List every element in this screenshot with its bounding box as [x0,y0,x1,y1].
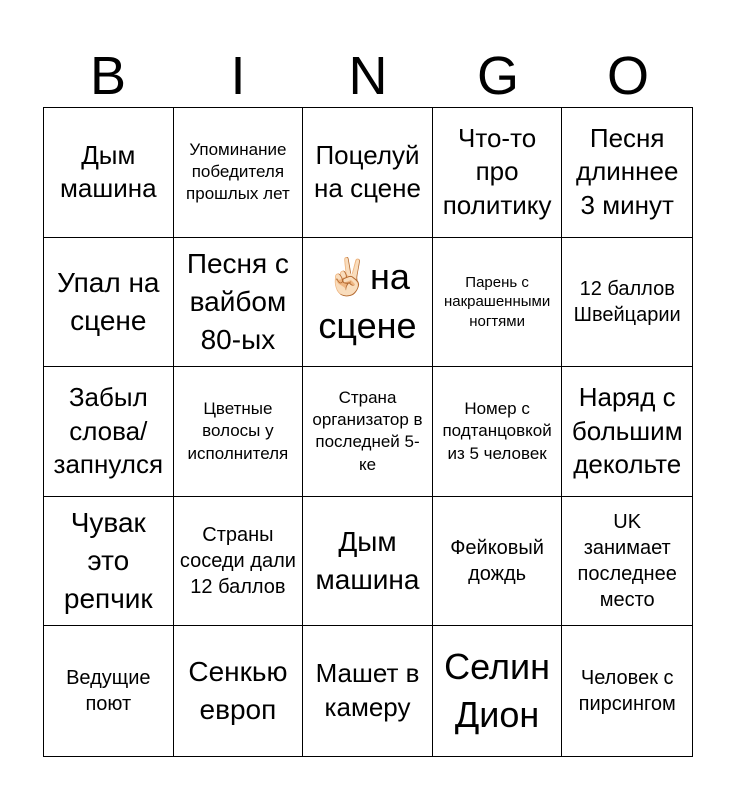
bingo-cell-r4-c5[interactable]: UK занимает последнее место [562,497,692,627]
bingo-cell-r2-c3-free[interactable]: ✌🏻на сцене [303,238,433,368]
bingo-cell-r3-c5[interactable]: Наряд с большим декольте [562,367,692,497]
bingo-cell-r2-c4[interactable]: Парень с накрашенными ногтями [433,238,563,368]
header-letter-g: G [476,46,519,106]
bingo-cell-r4-c4[interactable]: Фейковый дождь [433,497,563,627]
bingo-cell-r1-c2[interactable]: Упоминание победителя прошлых лет [174,108,304,238]
bingo-cell-r5-c2[interactable]: Сенкью европ [174,626,304,756]
bingo-cell-r1-c4[interactable]: Что-то про политику [433,108,563,238]
header-letter-o: O [606,46,649,106]
bingo-cell-r1-c3[interactable]: Поцелуй на сцене [303,108,433,238]
bingo-cell-r2-c5[interactable]: 12 баллов Швейцарии [562,238,692,368]
bingo-header [43,46,693,106]
bingo-cell-r5-c3[interactable]: Машет в камеру [303,626,433,756]
bingo-cell-r3-c4[interactable]: Номер с подтанцовкой из 5 человек [433,367,563,497]
bingo-cell-r5-c1[interactable]: Ведущие поют [44,626,174,756]
bingo-grid [43,107,693,757]
bingo-cell-r1-c1[interactable]: Дым машина [44,108,174,238]
header-letter-n: N [348,46,388,106]
header-letter-i: I [230,46,246,106]
bingo-cell-r5-c4[interactable]: Селин Дион [433,626,563,756]
bingo-cell-r5-c5[interactable]: Человек с пирсингом [578,667,676,716]
bingo-cell-r4-c3[interactable]: Дым машина [303,497,433,627]
bingo-cell-r2-c1[interactable]: Упал на сцене [44,238,174,368]
bingo-cell-r1-c5[interactable]: Песня длиннее 3 минут [562,108,692,238]
bingo-cell-r3-c3[interactable]: Страна организатор в последней 5-ке [303,367,433,497]
bingo-cell-r4-c1[interactable]: Чувак это репчик [44,497,174,627]
bingo-cell-r3-c2[interactable]: Цветные волосы у исполнителя [174,367,304,497]
bingo-cell-r2-c2[interactable]: Песня с вайбом 80-ых [174,238,304,368]
bingo-cell-r4-c2[interactable]: Страны соседи дали 12 баллов [174,497,304,627]
bingo-cell-r3-c1[interactable]: Забыл слова/ запнулся [44,367,174,497]
header-letter-b: B [89,46,127,106]
